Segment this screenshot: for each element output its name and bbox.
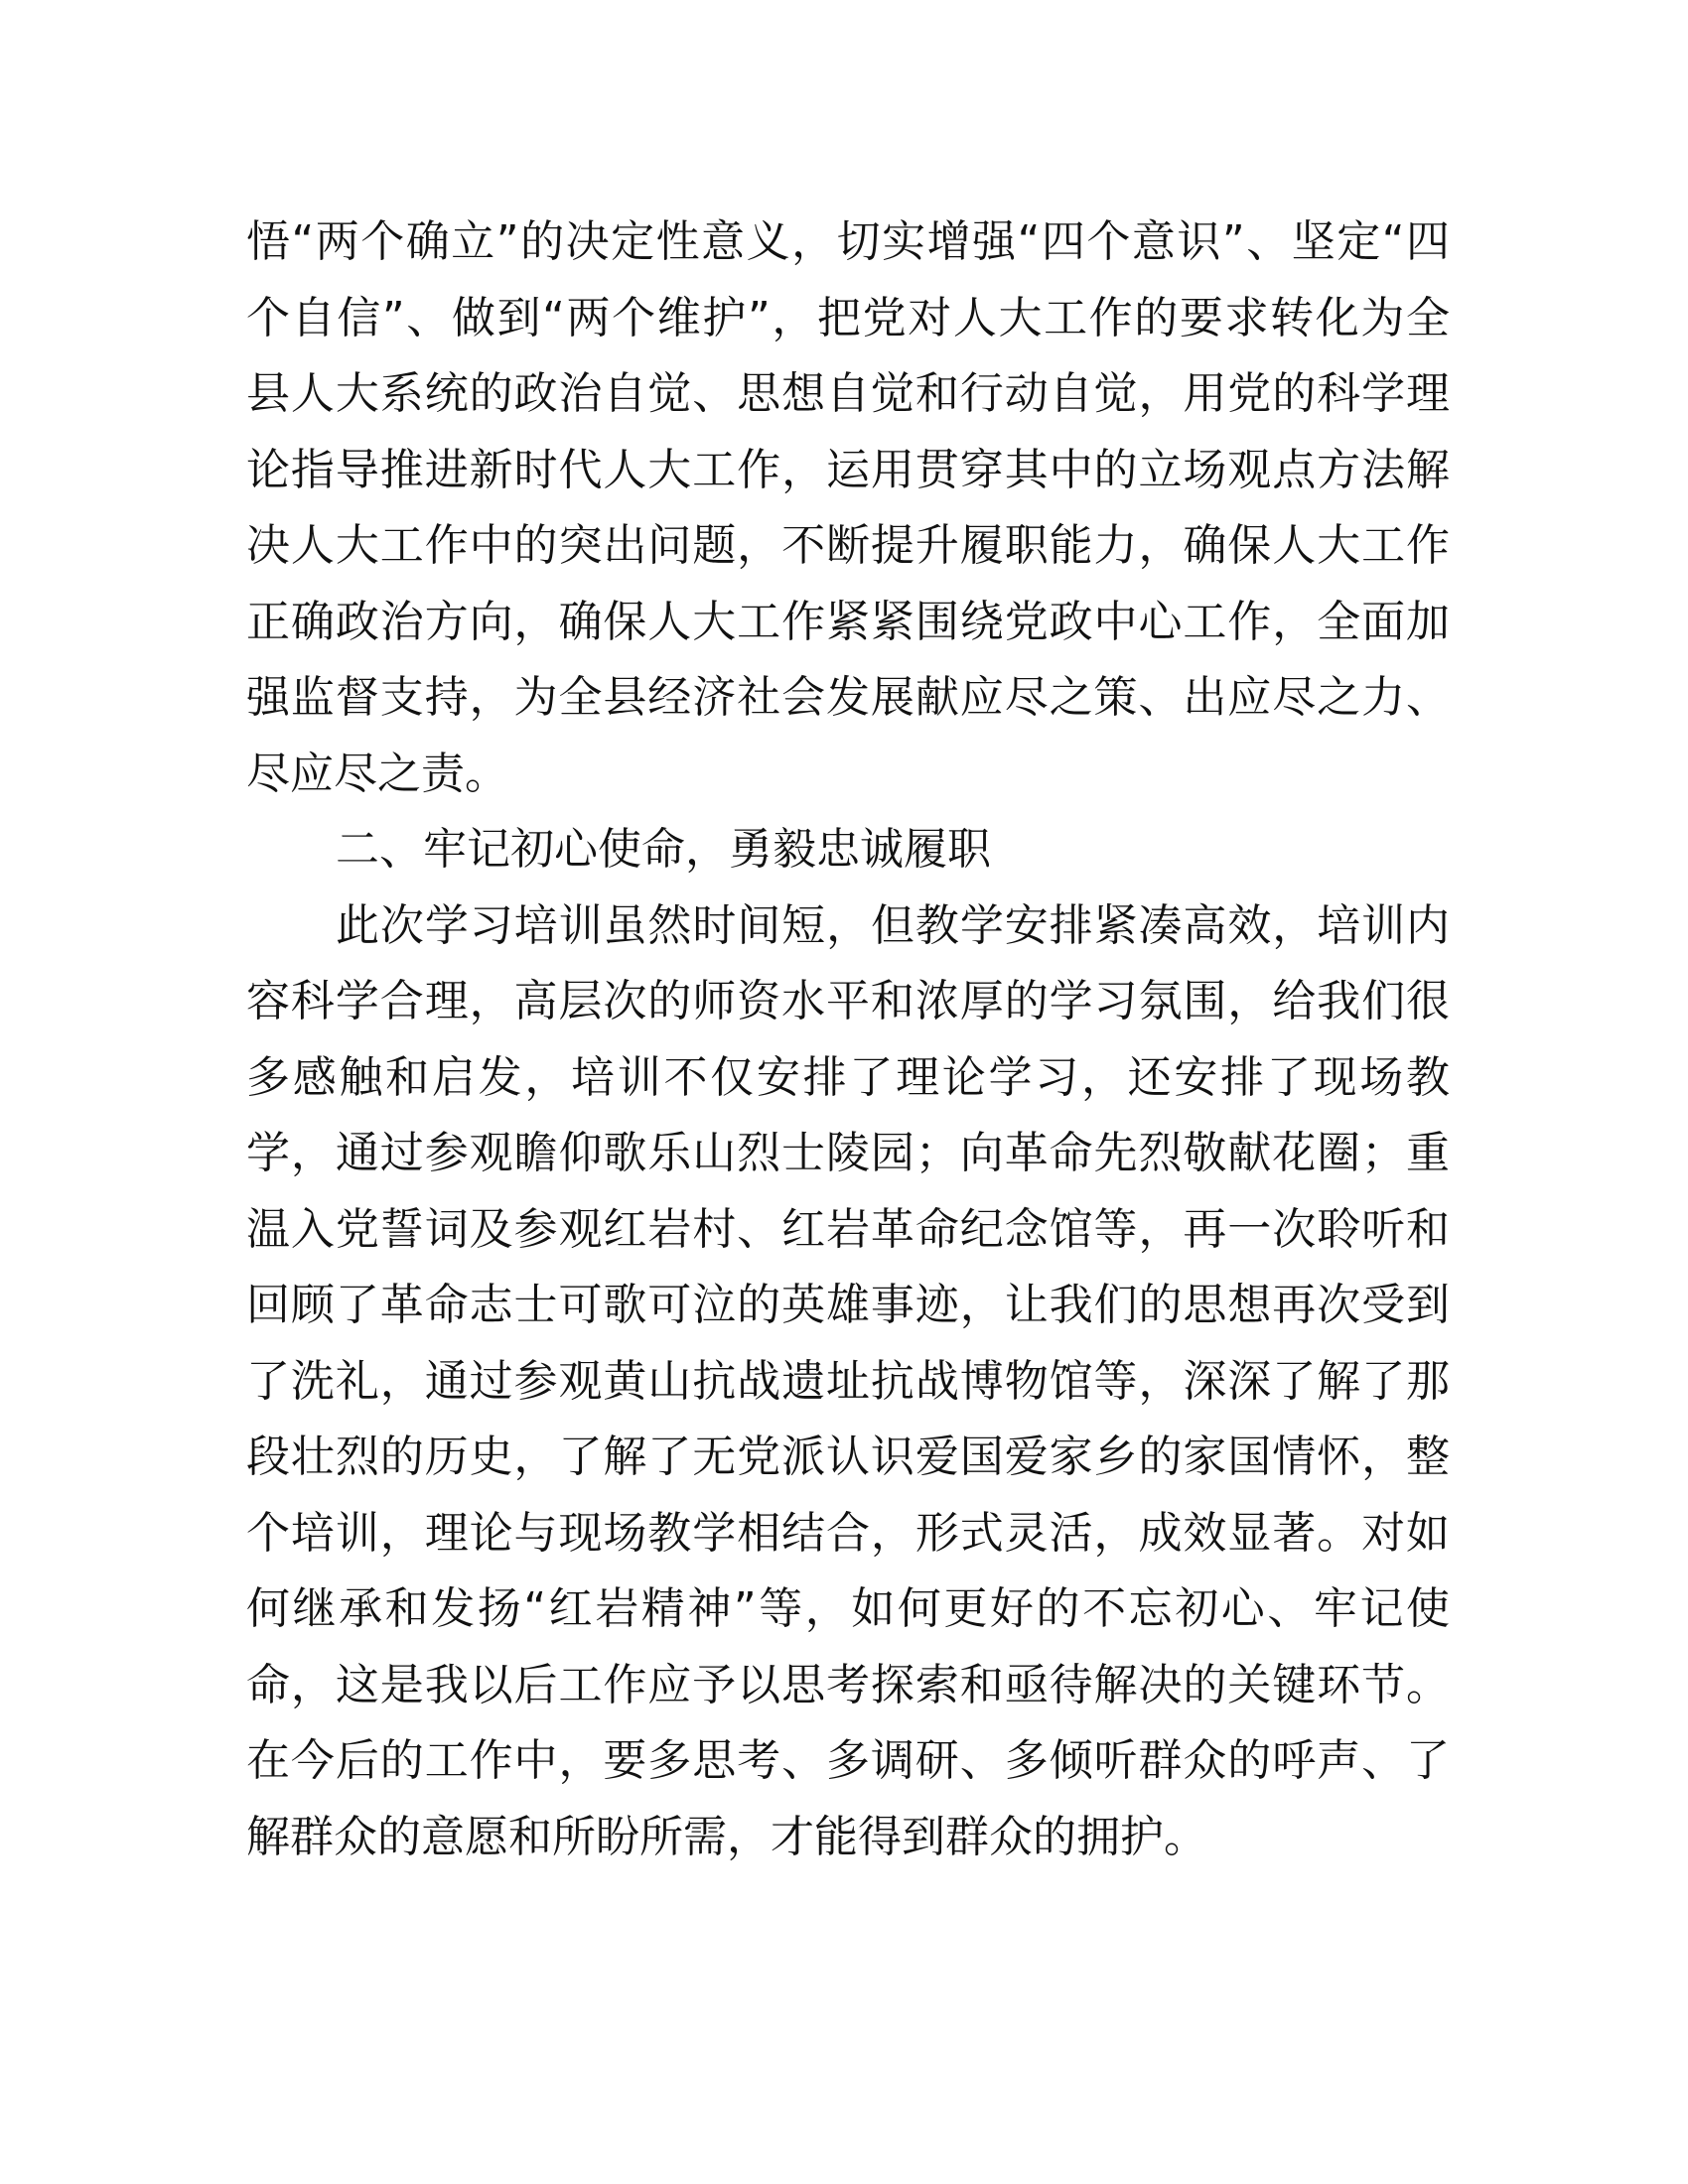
section-heading: 二、牢记初心使命，勇毅忠诚履职 <box>336 824 991 875</box>
text-line: 个培训，理论与现场教学相结合，形式灵活，成效显著。对如 <box>246 1507 1450 1559</box>
text-line: 解群众的意愿和所盼所需，才能得到群众的拥护。 <box>246 1811 1207 1862</box>
text-line: 县人大系统的政治自觉、思想自觉和行动自觉，用党的科学理 <box>246 368 1450 419</box>
text-line: 段壮烈的历史，了解了无党派认识爱国爱家乡的家国情怀，整 <box>246 1432 1450 1482</box>
text-line: 决人大工作中的突出问题，不断提升履职能力，确保人大工作 <box>246 520 1450 571</box>
text-line: 多感触和启发，培训不仅安排了理论学习，还安排了现场教 <box>246 1051 1450 1103</box>
text-line: 强监督支持，为全县经济社会发展献应尽之策、出应尽之力、 <box>246 672 1450 723</box>
text-line: 尽应尽之责。 <box>246 748 508 799</box>
text-line: 学，通过参观瞻仰歌乐山烈士陵园；向革命先烈敬献花圈；重 <box>246 1128 1450 1178</box>
text-line: 正确政治方向，确保人大工作紧紧围绕党政中心工作，全面加 <box>246 596 1450 647</box>
text-line: 何继承和发扬“红岩精神”等，如何更好的不忘初心、牢记使 <box>246 1583 1450 1634</box>
text-line: 论指导推进新时代人大工作，运用贯穿其中的立场观点方法解 <box>246 444 1450 495</box>
text-line: 回顾了革命志士可歌可泣的英雄事迹，让我们的思想再次受到 <box>246 1280 1450 1330</box>
text-line: 容科学合理，高层次的师资水平和浓厚的学习氛围，给我们很 <box>246 976 1450 1026</box>
paragraph-political-awareness <box>246 205 1450 812</box>
paragraph-training-reflection <box>246 888 1450 1876</box>
text-line: 在今后的工作中，要多思考、多调研、多倾听群众的呼声、了 <box>246 1735 1450 1786</box>
text-line: 此次学习培训虽然时间短，但教学安排紧凑高效，培训内 <box>336 899 1450 951</box>
text-line: 温入党誓词及参观红岩村、红岩革命纪念馆等，再一次聆听和 <box>246 1203 1450 1255</box>
text-line: 悟“两个确立”的决定性意义，切实增强“四个意识”、坚定“四 <box>246 216 1450 267</box>
text-line: 命，这是我以后工作应予以思考探索和亟待解决的关键环节。 <box>246 1659 1450 1710</box>
document-body <box>246 205 1450 1875</box>
text-line: 了洗礼，通过参观黄山抗战遗址抗战博物馆等，深深了解了那 <box>246 1355 1450 1407</box>
text-line: 个自信”、做到“两个维护”，把党对人大工作的要求转化为全 <box>246 292 1450 343</box>
